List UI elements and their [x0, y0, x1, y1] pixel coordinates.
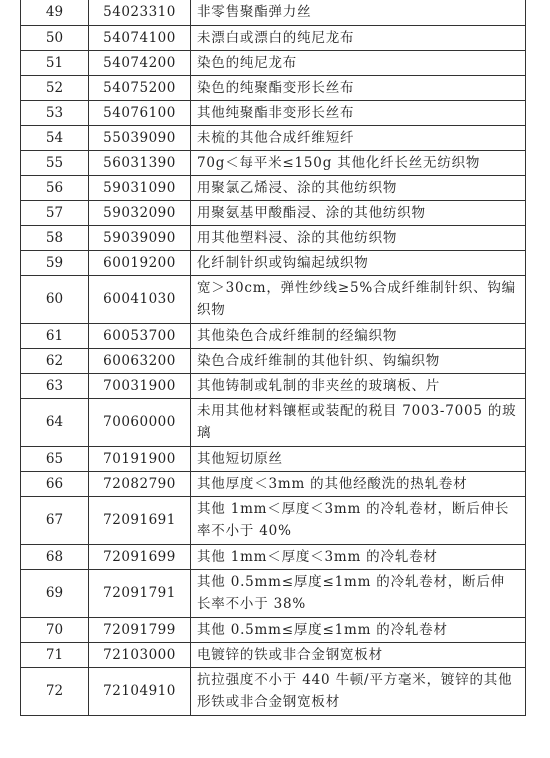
product-description: 未梳的其他合成纤维短纤 [191, 125, 526, 150]
tariff-code: 72091791 [89, 569, 191, 617]
product-description: 用聚氨基甲酸酯浸、涂的其他纺织物 [191, 200, 526, 225]
row-number: 51 [21, 50, 89, 75]
row-number: 69 [21, 569, 89, 617]
tariff-code: 70031900 [89, 373, 191, 398]
table-row [21, 75, 526, 100]
tariff-code: 54076100 [89, 100, 191, 125]
row-number: 63 [21, 373, 89, 398]
product-description: 未漂白或漂白的纯尼龙布 [191, 25, 526, 50]
product-description: 未用其他材料镶框或装配的税目 7003-7005 的玻璃 [191, 398, 526, 446]
table-row [21, 496, 526, 544]
row-number: 66 [21, 471, 89, 496]
tariff-code: 60019200 [89, 250, 191, 275]
tariff-code: 60063200 [89, 348, 191, 373]
table-row [21, 471, 526, 496]
product-description: 化纤制针织或钩编起绒织物 [191, 250, 526, 275]
table-row [21, 275, 526, 323]
product-description: 其他 0.5mm≤厚度≤1mm 的冷轧卷材 [191, 617, 526, 642]
row-number: 61 [21, 323, 89, 348]
tariff-code: 54075200 [89, 75, 191, 100]
row-number: 71 [21, 642, 89, 667]
table-row [21, 642, 526, 667]
tariff-code: 72091691 [89, 496, 191, 544]
table-row [21, 617, 526, 642]
tariff-code: 59031090 [89, 175, 191, 200]
table-row [21, 225, 526, 250]
product-description: 染色的纯聚酯变形长丝布 [191, 75, 526, 100]
tariff-list-sheet [20, 0, 525, 716]
table-row [21, 323, 526, 348]
product-description: 70g＜每平米≤150g 其他化纤长丝无纺织物 [191, 150, 526, 175]
product-description: 用其他塑料浸、涂的其他纺织物 [191, 225, 526, 250]
row-number: 59 [21, 250, 89, 275]
product-description: 其他铸制或轧制的非夹丝的玻璃板、片 [191, 373, 526, 398]
table-row [21, 175, 526, 200]
table-row [21, 125, 526, 150]
product-description: 染色的纯尼龙布 [191, 50, 526, 75]
row-number: 70 [21, 617, 89, 642]
row-number: 53 [21, 100, 89, 125]
product-description: 非零售聚酯弹力丝 [191, 0, 526, 25]
row-number: 55 [21, 150, 89, 175]
table-row [21, 150, 526, 175]
table-row [21, 446, 526, 471]
table-row [21, 569, 526, 617]
product-description: 其他纯聚酯非变形长丝布 [191, 100, 526, 125]
row-number: 68 [21, 544, 89, 569]
tariff-code: 54074200 [89, 50, 191, 75]
tariff-code: 59032090 [89, 200, 191, 225]
product-description: 其他染色合成纤维制的经编织物 [191, 323, 526, 348]
row-number: 57 [21, 200, 89, 225]
row-number: 65 [21, 446, 89, 471]
tariff-code: 60053700 [89, 323, 191, 348]
table-row [21, 667, 526, 715]
row-number: 54 [21, 125, 89, 150]
product-description: 其他短切原丝 [191, 446, 526, 471]
row-number: 60 [21, 275, 89, 323]
table-row [21, 0, 526, 25]
row-number: 72 [21, 667, 89, 715]
product-description: 其他 1mm＜厚度＜3mm 的冷轧卷材 [191, 544, 526, 569]
tariff-code: 72091699 [89, 544, 191, 569]
tariff-code: 56031390 [89, 150, 191, 175]
table-row [21, 200, 526, 225]
tariff-code: 70060000 [89, 398, 191, 446]
tariff-code: 72103000 [89, 642, 191, 667]
product-description: 电镀锌的铁或非合金钢宽板材 [191, 642, 526, 667]
row-number: 50 [21, 25, 89, 50]
product-description: 其他 1mm＜厚度＜3mm 的冷轧卷材，断后伸长率不小于 40% [191, 496, 526, 544]
product-description: 其他 0.5mm≤厚度≤1mm 的冷轧卷材，断后伸长率不小于 38% [191, 569, 526, 617]
row-number: 49 [21, 0, 89, 25]
row-number: 67 [21, 496, 89, 544]
product-description: 抗拉强度不小于 440 牛顿/平方毫米，镀锌的其他形铁或非合金钢宽板材 [191, 667, 526, 715]
table-row [21, 100, 526, 125]
product-description: 其他厚度＜3mm 的其他经酸洗的热轧卷材 [191, 471, 526, 496]
product-description: 用聚氯乙烯浸、涂的其他纺织物 [191, 175, 526, 200]
tariff-code: 55039090 [89, 125, 191, 150]
tariff-code: 54023310 [89, 0, 191, 25]
row-number: 62 [21, 348, 89, 373]
table-row [21, 25, 526, 50]
row-number: 58 [21, 225, 89, 250]
product-description: 染色合成纤维制的其他针织、钩编织物 [191, 348, 526, 373]
table-row [21, 373, 526, 398]
row-number: 52 [21, 75, 89, 100]
tariff-code: 60041030 [89, 275, 191, 323]
table-row [21, 250, 526, 275]
row-number: 64 [21, 398, 89, 446]
tariff-code: 72104910 [89, 667, 191, 715]
row-number: 56 [21, 175, 89, 200]
tariff-code: 70191900 [89, 446, 191, 471]
table-row [21, 544, 526, 569]
tariff-code: 72091799 [89, 617, 191, 642]
table-row [21, 50, 526, 75]
tariff-table [20, 0, 526, 716]
product-description: 宽＞30cm，弹性纱线≥5%合成纤维制针织、钩编织物 [191, 275, 526, 323]
tariff-code: 59039090 [89, 225, 191, 250]
tariff-code: 72082790 [89, 471, 191, 496]
table-row [21, 348, 526, 373]
tariff-code: 54074100 [89, 25, 191, 50]
table-row [21, 398, 526, 446]
